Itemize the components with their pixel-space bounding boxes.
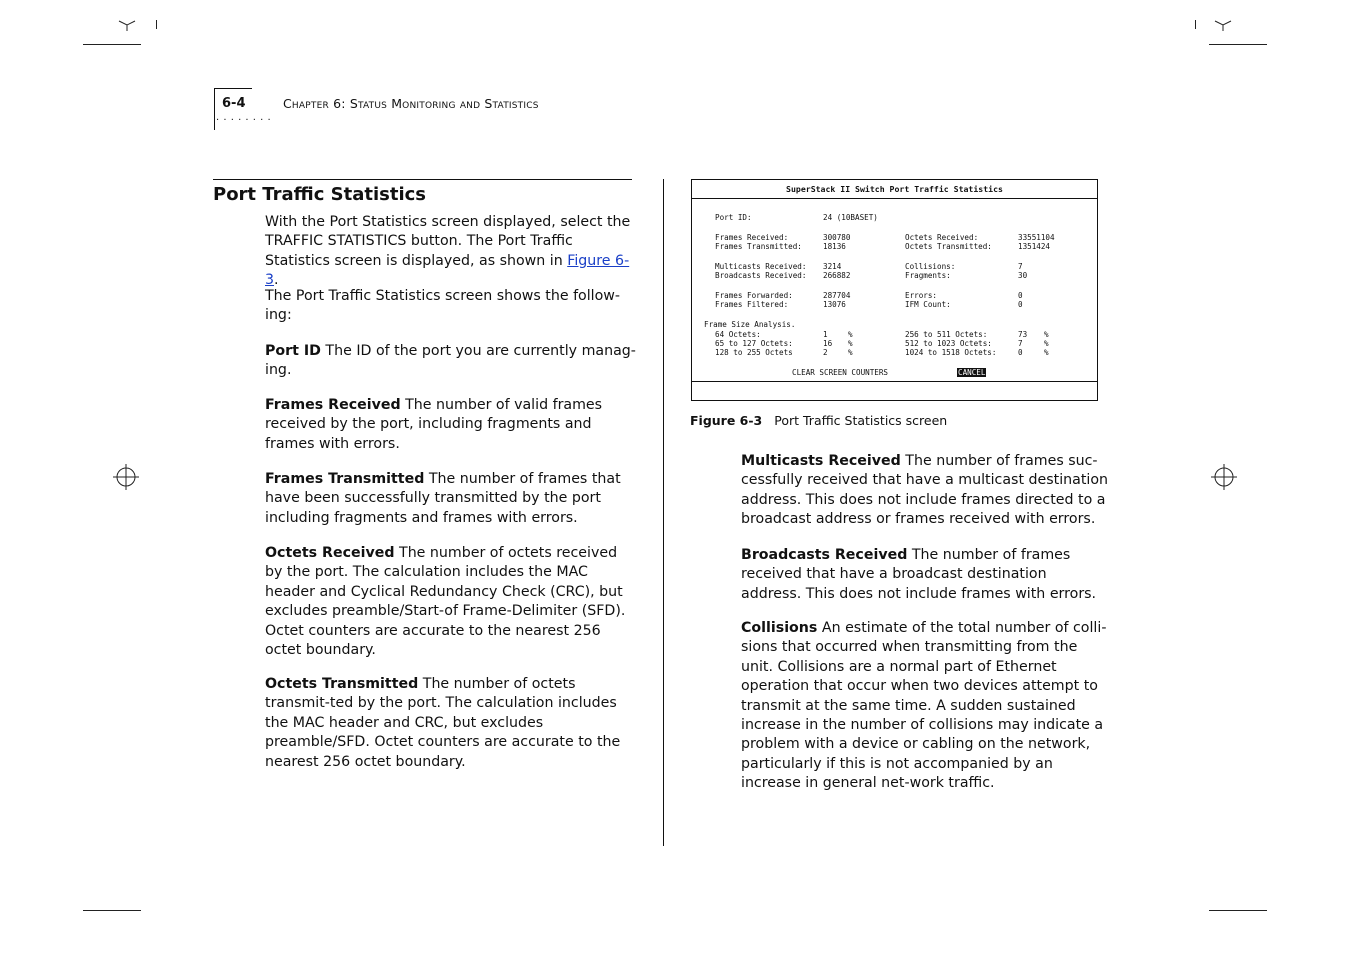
stat-value: 0 [1018,291,1023,300]
registration-mark-icon [113,464,139,490]
stat-label: IFM Count: [905,300,951,309]
frame-size-unit: % [1044,348,1049,357]
port-id-value: 24 (10BASET) [823,213,878,222]
definition-octets-transmitted: Octets Transmitted The number of octets transmit-ted by the port. The calculation includes the MAC header and CRC, but excludes preamble/SFD. Octet counters are accurate to the nearest 256 octet boundary. [265,676,621,770]
crop-target-icon [1214,18,1232,32]
registration-mark-icon [1211,464,1237,490]
page-number-box [214,88,215,130]
stat-label: Octets Received: [905,233,979,242]
intro-paragraph: With the Port Statistics screen displayed, select the TRAFFIC STATISTICS button. The Port Traffic Statistics screen is displayed, as shown in Figure 6-3. [265,214,631,289]
frame-size-value: 0 [1018,348,1023,357]
page-number-dots: · · · · · · · · [216,115,272,126]
stat-value: 30 [1018,271,1028,280]
frame-size-title: Frame Size Analysis. [704,320,796,329]
frame-size-unit: % [848,330,853,339]
stat-label: Frames Filtered: [715,300,789,309]
frame-size-label: 512 to 1023 Octets: [905,339,992,348]
clear-screen-counters-button[interactable]: CLEAR SCREEN COUNTERS [792,368,889,377]
stat-label: Fragments: [905,271,951,280]
crop-mark-bottom-left [83,910,141,911]
definition-collisions: Collisions An estimate of the total number of colli-sions that occurred when transmitting from the unit. Collisions are a normal part of Ethernet operation that occur when two devices attempt to transmit at the same time. A sudden sustained increase in the number of collisions may indicate a problem with a device or cabling on the network, particularly if this is not accompanied by an increase in general net-work traffic. [741,620,1107,792]
frame-size-label: 1024 to 1518 Octets: [905,348,997,357]
frame-size-unit: % [848,339,853,348]
definition-octets-received: Octets Received The number of octets received by the port. The calculation includes the MAC header and Cyclical Redundancy Check (CRC), but excludes preamble/Start-of Frame-Delimiter (SFD). Octet counters are accurate to the nearest 256 octet boundary. [265,545,626,659]
figure-caption: Figure 6-3 Port Traffic Statistics screen [690,413,948,428]
stat-value: 287704 [823,291,851,300]
crop-tick [1195,20,1196,29]
stat-label: Collisions: [905,262,956,271]
frame-size-label: 65 to 127 Octets: [715,339,793,348]
figure-link[interactable]: Figure 6-3 [265,252,630,289]
stat-value: 18136 [823,242,846,251]
definition-frames-transmitted: Frames Transmitted The number of frames that have been successfully transmitted by the port including fragments and frames with errors. [265,471,621,526]
stat-value: 300780 [823,233,851,242]
definition-broadcasts-received: Broadcasts Received The number of frames received that have a broadcast destination address. This does not include frames with errors. [741,547,1097,602]
frame-size-unit: % [848,348,853,357]
cancel-button[interactable]: CANCEL [958,368,986,377]
stat-label: Octets Transmitted: [905,242,992,251]
definition-frames-received: Frames Received The number of valid frames received by the port, including fragments and frames with errors. [265,397,603,452]
section-heading: Port Traffic Statistics [213,184,427,205]
chapter-title: Chapter 6: Status Monitoring and Statistics [283,96,539,111]
stat-label: Frames Received: [715,233,789,242]
frame-size-unit: % [1044,339,1049,348]
page-number-box-top [214,88,252,89]
frame-size-unit: % [1044,330,1049,339]
stat-value: 1351424 [1018,242,1051,251]
section-rule [213,179,632,180]
stat-value: 13076 [823,300,846,309]
frame-size-value: 16 [823,339,833,348]
stat-label: Multicasts Received: [715,262,807,271]
crop-mark-top-left [83,44,141,45]
crop-mark-top-right [1209,44,1267,45]
stat-value: 3214 [823,262,842,271]
stat-label: Broadcasts Received: [715,271,807,280]
screen-title: SuperStack II Switch Port Traffic Statistics [786,184,1003,194]
screen-divider [692,198,1097,199]
stat-label: Frames Transmitted: [715,242,802,251]
intro2-paragraph: The Port Traffic Statistics screen shows the follow-ing: [265,288,621,324]
stat-value: 7 [1018,262,1023,271]
screen-footer-divider [692,381,1097,382]
crop-mark-bottom-right [1209,910,1267,911]
stat-value: 266882 [823,271,851,280]
port-id-label: Port ID: [715,213,752,222]
frame-size-value: 73 [1018,330,1028,339]
stat-label: Errors: [905,291,938,300]
stat-value: 0 [1018,300,1023,309]
frame-size-value: 2 [823,348,828,357]
page-number: 6-4 [222,96,246,111]
frame-size-value: 1 [823,330,828,339]
frame-size-label: 128 to 255 Octets [715,348,793,357]
frame-size-label: 256 to 511 Octets: [905,330,988,339]
port-traffic-statistics-screen [691,179,1098,401]
frame-size-value: 7 [1018,339,1023,348]
stat-label: Frames Forwarded: [715,291,793,300]
crop-tick [156,20,157,29]
crop-target-icon [118,18,136,32]
definition-multicasts-received: Multicasts Received The number of frames suc-cessfully received that have a multicast destination address. This does not include frames directed to a broadcast address or frames received with errors. [741,453,1109,528]
definition-port-id: Port ID The ID of the port you are currently manag-ing. [265,343,636,379]
stat-value: 33551104 [1018,233,1055,242]
frame-size-label: 64 Octets: [715,330,761,339]
column-divider [663,179,664,846]
